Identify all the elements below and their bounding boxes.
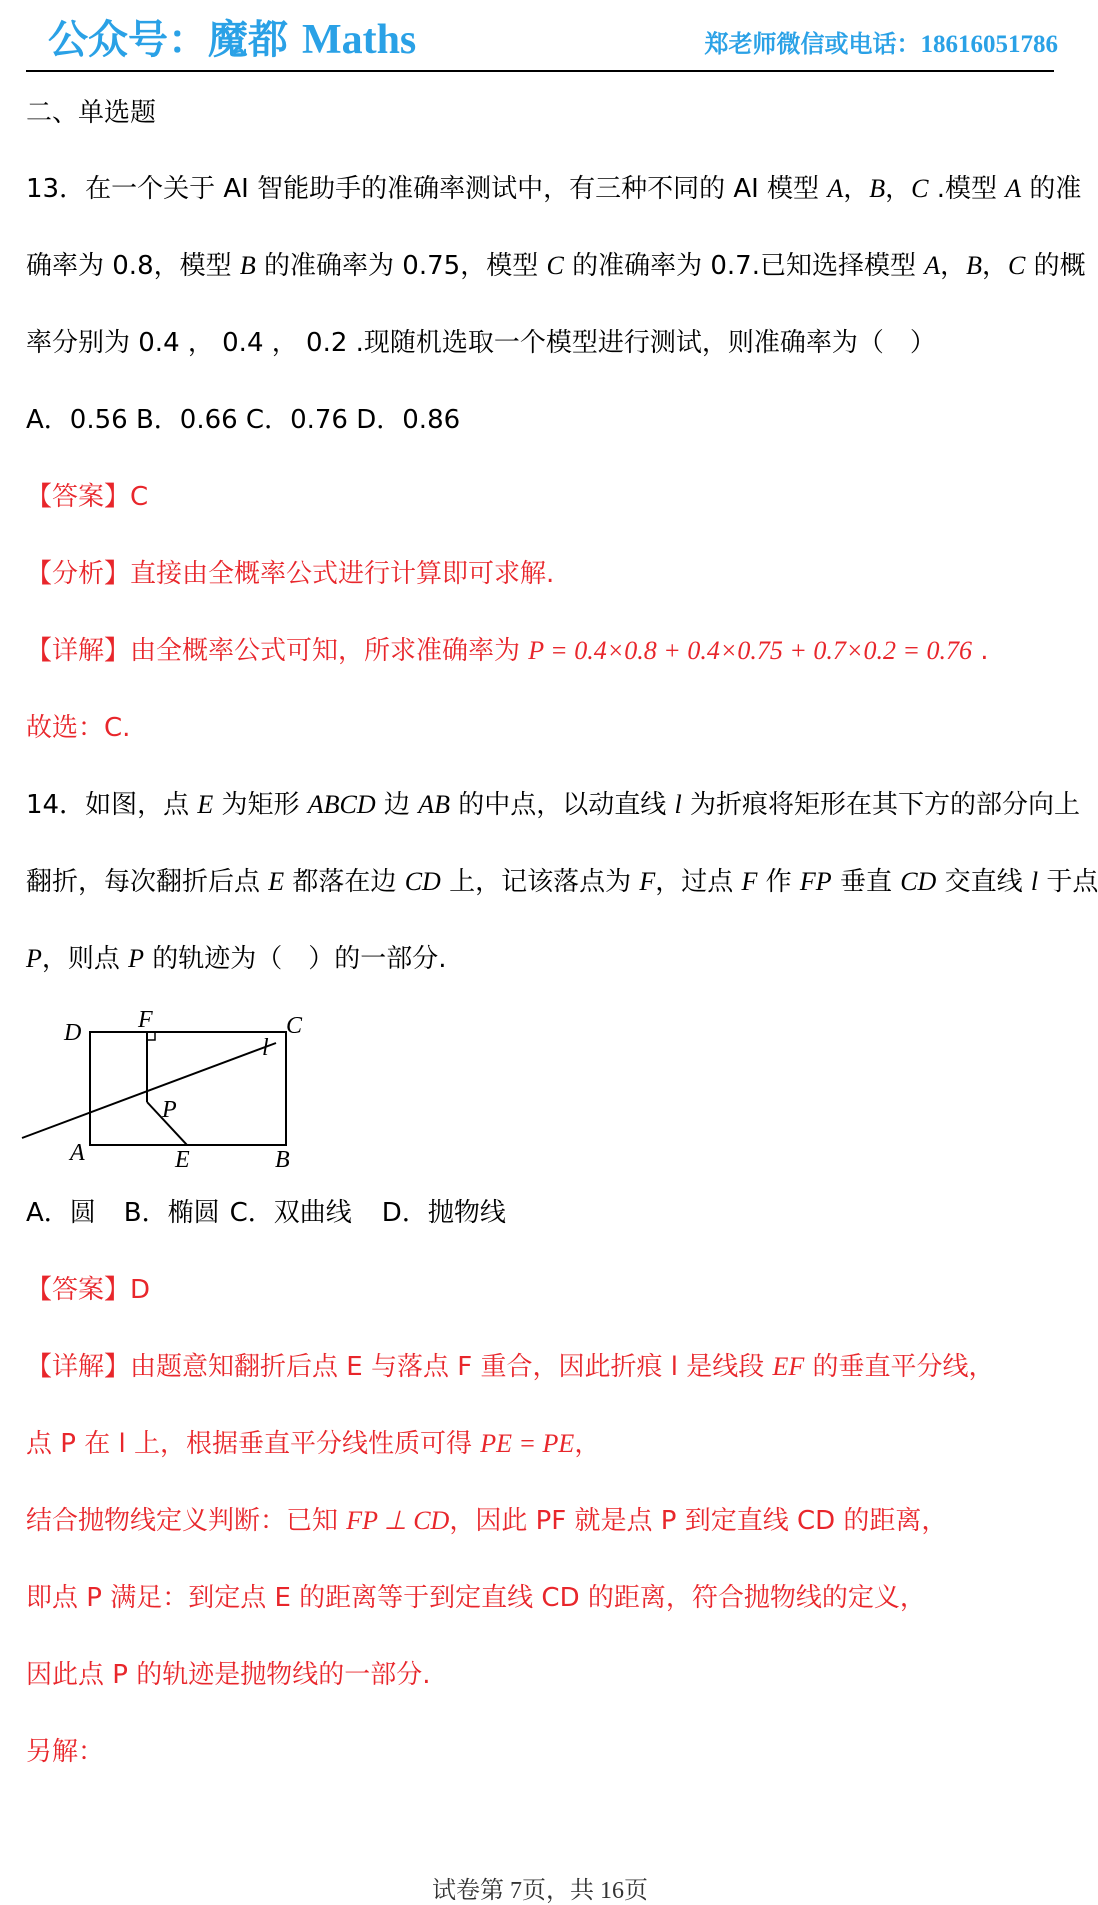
q14-line-1: 14．如图，点 E 为矩形 ABCD 边 AB 的中点，以动直线 l 为折痕将矩形在其下方的部分向上 — [26, 790, 1080, 820]
label-e: E — [175, 1147, 190, 1173]
q13-choice: 故选：C. — [26, 713, 131, 743]
q13-answer: 【答案】C — [26, 482, 149, 512]
rectangle-fold-figure — [22, 1007, 312, 1190]
q14-alt-solution: 另解： — [26, 1737, 105, 1767]
label-p: P — [162, 1097, 177, 1123]
q14-detail-2: 点 P 在 l 上，根据垂直平分线性质可得 PE = PE， — [26, 1429, 601, 1459]
label-d: D — [64, 1020, 82, 1046]
label-c: C — [286, 1013, 303, 1039]
fold-line-l — [22, 1043, 276, 1138]
page-footer: 试卷第 7页，共 16页 — [432, 1878, 648, 1904]
header-divider — [26, 70, 1054, 72]
q14-answer: 【答案】D — [26, 1275, 151, 1305]
label-b: B — [275, 1147, 290, 1173]
q14-detail-3: 结合抛物线定义判断：已知 FP ⊥ CD，因此 PF 就是点 P 到定直线 CD 的距离， — [26, 1506, 948, 1536]
right-angle-mark — [147, 1032, 155, 1040]
q13-formula: P = 0.4×0.8 + 0.4×0.75 + 0.7×0.2 = 0.76 — [528, 636, 972, 665]
section-title: 二、单选题 — [26, 98, 157, 128]
rectangle-abcd — [90, 1032, 286, 1145]
q14-line-3: P，则点 P 的轨迹为（ ）的一部分. — [26, 944, 447, 974]
brand-title — [48, 8, 416, 65]
brand-en: Maths — [301, 17, 417, 63]
q13-analysis: 【分析】直接由全概率公式进行计算即可求解. — [26, 559, 555, 589]
label-l: l — [262, 1035, 269, 1061]
q13-line-3: 率分别为 0.4 ， 0.4 ， 0.2 .现随机选取一个模型进行测试，则准确率为（ ） — [26, 328, 936, 358]
q14-detail-5: 因此点 P 的轨迹是抛物线的一部分. — [26, 1660, 431, 1690]
figure-svg — [22, 1007, 312, 1190]
q14-detail-1: 【详解】由题意知翻折后点 E 与落点 F 重合，因此折痕 l 是线段 EF 的垂直平分线， — [26, 1352, 995, 1382]
option-b: B．椭圆 — [123, 1198, 220, 1228]
q13-line-1: 13．在一个关于 AI 智能助手的准确率测试中，有三种不同的 AI 模型 A，B，C .模型 A 的准 — [26, 174, 1082, 204]
contact-label: 郑老师微信或电话： — [704, 30, 921, 58]
q14-detail-4: 即点 P 满足：到定点 E 的距离等于到定直线 CD 的距离，符合抛物线的定义， — [26, 1583, 926, 1613]
contact-phone: 18616051786 — [920, 31, 1058, 58]
option-a: A．圆 — [26, 1198, 96, 1228]
contact-info — [705, 24, 1059, 59]
option-d: D．抛物线 — [381, 1198, 506, 1228]
page-header — [0, 0, 1080, 72]
label-a: A — [70, 1140, 85, 1166]
label-f: F — [138, 1007, 153, 1033]
option-c: C．双曲线 — [229, 1198, 352, 1228]
q13-options: A．0.56 B．0.66 C．0.76 D．0.86 — [26, 405, 461, 435]
brand-cn: 公众号：魔都 — [48, 17, 302, 63]
q14-options — [26, 1196, 1054, 1230]
q13-line-2: 确率为 0.8，模型 B 的准确率为 0.75，模型 C 的准确率为 0.7.已知选择模型 A，B，C 的概 — [26, 251, 1086, 281]
q14-line-2: 翻折，每次翻折后点 E 都落在边 CD 上，记该落点为 F，过点 F 作 FP 垂直 CD 交直线 l 于点 — [26, 867, 1098, 897]
q13-detail: 【详解】由全概率公式可知，所求准确率为 P = 0.4×0.8 + 0.4×0.75 + 0.7×0.2 = 0.76 . — [26, 636, 989, 666]
